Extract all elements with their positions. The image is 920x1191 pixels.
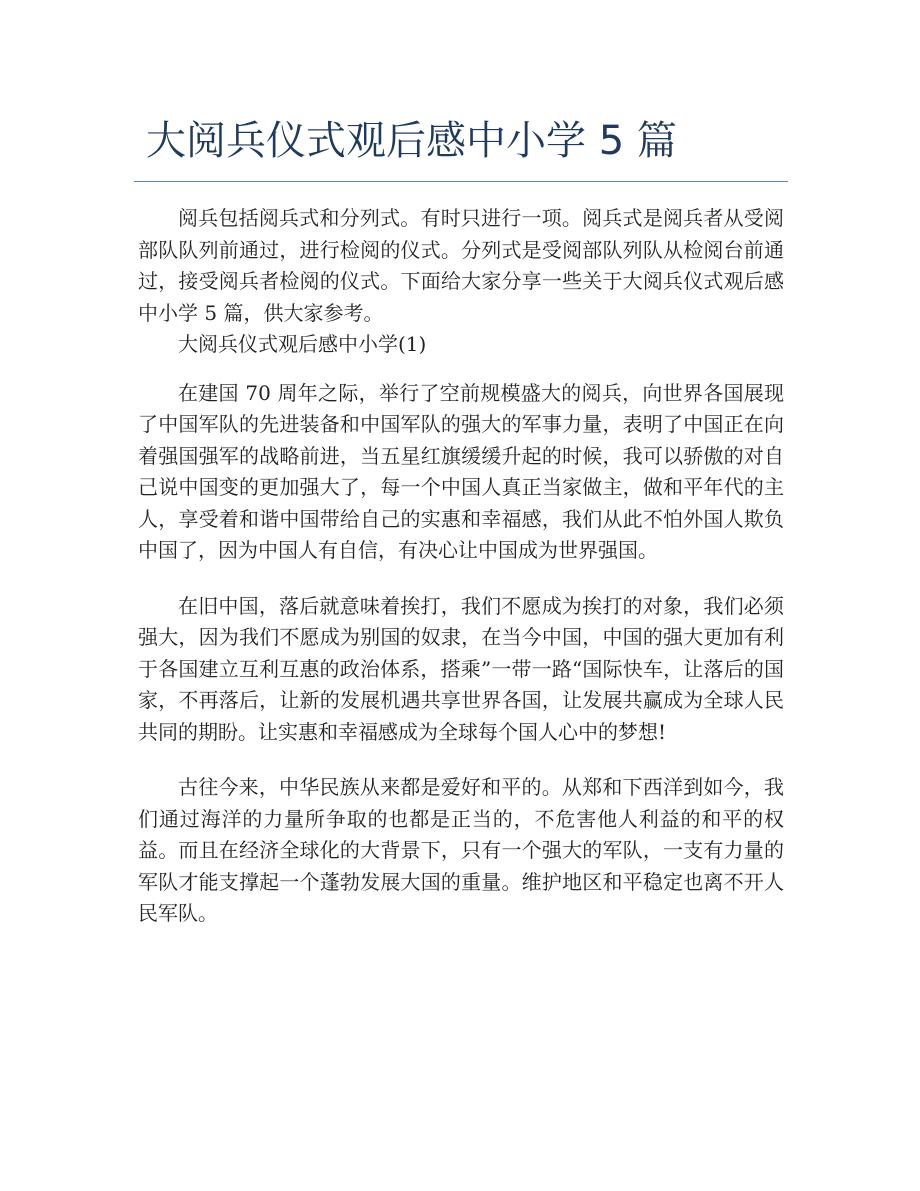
document-body (138, 203, 784, 930)
document-title: 大阅兵仪式观后感中小学 5 篇 (146, 118, 677, 164)
title-divider (134, 181, 788, 182)
section-heading: 大阅兵仪式观后感中小学(1) (178, 332, 427, 356)
intro-paragraph: 阅兵包括阅兵式和分列式。有时只进行一项。阅兵式是阅兵者从受阅部队队列前通过，进行检阅的仪式。分列式是受阅部队列队从检阅台前通过，接受阅兵者检阅的仪式。下面给大家分享一些关于大阅兵仪式观后感中小学 5 篇，供大家参考。 (138, 206, 784, 325)
body-paragraph: 在旧中国，落后就意味着挨打，我们不愿成为挨打的对象，我们必须强大，因为我们不愿成为别国的奴隶，在当今中国，中国的强大更加有利于各国建立互利互惠的政治体系，搭乘”一带一路“国际快车，让落后的国家，不再落后，让新的发展机遇共享世界各国，让发展共赢成为全球人民共同的期盼。让实惠和幸福感成为全球每个国人心中的梦想! (138, 593, 784, 744)
body-paragraph: 在建国 70 周年之际，举行了空前规模盛大的阅兵，向世界各国展现了中国军队的先进装备和中国军队的强大的军事力量，表明了中国正在向着强国强军的战略前进，当五星红旗缓缓升起的时候，我可以骄傲的对自己说中国变的更加强大了，每一个中国人真正当家做主，做和平年代的主人，享受着和谐中国带给自己的实惠和幸福感，我们从此不怕外国人欺负中国了，因为中国人有自信，有决心让中国成为世界强国。 (138, 380, 784, 562)
body-paragraph: 古往今来，中华民族从来都是爱好和平的。从郑和下西洋到如今，我们通过海洋的力量所争取的也都是正当的，不危害他人利益的和平的权益。而且在经济全球化的大背景下，只有一个强大的军队，一支有力量的军队才能支撑起一个蓬勃发展大国的重量。维护地区和平稳定也离不开人民军队。 (138, 775, 784, 925)
